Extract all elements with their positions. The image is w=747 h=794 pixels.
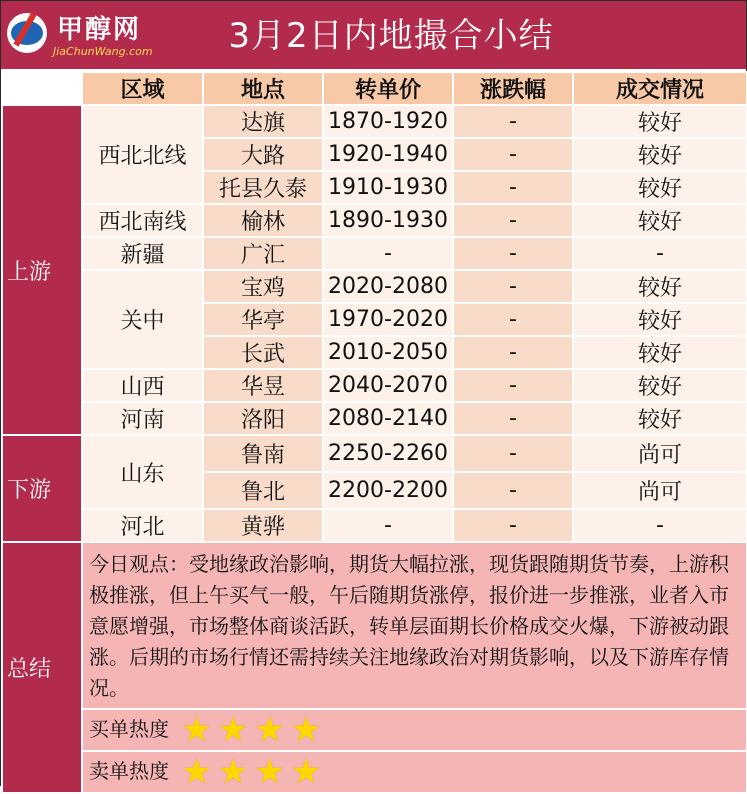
column-header: 转单价	[323, 72, 453, 105]
place-cell: 大路	[203, 138, 323, 171]
brand-name-cn: 甲醇网	[57, 15, 142, 45]
star-icon: ★	[181, 710, 212, 751]
table-row	[2, 237, 747, 270]
header-corner	[2, 72, 82, 105]
buy-heat-cell	[82, 709, 747, 751]
place-cell: 鲁北	[203, 472, 323, 509]
place-cell: 宝鸡	[203, 270, 323, 303]
summary-row	[2, 542, 747, 709]
place-cell: 鲁南	[203, 435, 323, 472]
deal-cell: 较好	[573, 402, 747, 435]
globe-logo-icon	[7, 13, 47, 53]
region-cell: 山西	[82, 369, 203, 402]
sell-heat-stars	[181, 752, 327, 793]
deal-cell: -	[573, 237, 747, 270]
deal-cell: -	[573, 509, 747, 542]
region-cell: 关中	[82, 270, 203, 369]
price-cell: -	[323, 237, 453, 270]
deal-cell: 较好	[573, 303, 747, 336]
buy-heat-label: 买单热度	[89, 716, 169, 741]
change-cell: -	[453, 171, 573, 204]
star-icon: ★	[217, 752, 249, 793]
price-cell: 2040-2070	[323, 369, 453, 402]
change-cell: -	[453, 369, 573, 402]
region-cell: 山东	[82, 435, 203, 509]
deal-cell: 尚可	[573, 435, 747, 472]
column-header: 涨跌幅	[453, 72, 573, 105]
buy-heat-stars	[181, 710, 327, 751]
deal-cell: 尚可	[573, 472, 747, 509]
sell-heat-row	[2, 751, 747, 793]
price-cell: -	[323, 509, 453, 542]
change-cell: -	[453, 105, 573, 138]
deal-cell: 较好	[573, 138, 747, 171]
deal-cell: 较好	[573, 105, 747, 138]
price-cell: 1920-1940	[323, 138, 453, 171]
brand-logo	[5, 9, 165, 61]
change-cell: -	[453, 270, 573, 303]
price-cell: 1890-1930	[323, 204, 453, 237]
price-cell: 1910-1930	[323, 171, 453, 204]
price-cell: 1870-1920	[323, 105, 453, 138]
price-cell: 2020-2080	[323, 270, 453, 303]
price-table	[1, 71, 747, 794]
deal-cell: 较好	[573, 270, 747, 303]
section-label-summary: 总结	[2, 542, 82, 793]
table-row	[2, 270, 747, 303]
column-header: 区域	[82, 72, 203, 105]
change-cell: -	[453, 204, 573, 237]
table-row	[2, 369, 747, 402]
header-banner	[1, 1, 746, 71]
summary-text: 今日观点：受地缘政治影响，期货大幅拉涨，现货跟随期货节奏，上游积极推涨，但上午买气一般，午后随期货涨停，报价进一步推涨，业者入市意愿增强，市场整体商谈活跃，转单层面期长价格成交火爆，下游被动跟涨。后期的市场行情还需持续关注地缘政治对期货影响，以及下游库存情况。	[82, 542, 747, 709]
region-cell: 西北南线	[82, 204, 203, 237]
buy-heat-row	[2, 709, 747, 751]
sell-heat-label: 卖单热度	[89, 758, 169, 783]
change-cell: -	[453, 509, 573, 542]
place-cell: 黄骅	[203, 509, 323, 542]
place-cell: 榆林	[203, 204, 323, 237]
section-label-upstream: 上游	[2, 105, 82, 435]
change-cell: -	[453, 303, 573, 336]
deal-cell: 较好	[573, 336, 747, 369]
region-cell: 西北北线	[82, 105, 203, 204]
brand-name-en: JiaChunWang.com	[53, 45, 153, 58]
place-cell: 华亭	[203, 303, 323, 336]
place-cell: 长武	[203, 336, 323, 369]
deal-cell: 较好	[573, 204, 747, 237]
table-header-row	[2, 72, 747, 105]
place-cell: 洛阳	[203, 402, 323, 435]
price-cell: 2250-2260	[323, 435, 453, 472]
place-cell: 达旗	[203, 105, 323, 138]
change-cell: -	[453, 138, 573, 171]
change-cell: -	[453, 402, 573, 435]
change-cell: -	[453, 435, 573, 472]
change-cell: -	[453, 472, 573, 509]
change-cell: -	[453, 237, 573, 270]
region-cell: 河南	[82, 402, 203, 435]
table-row	[2, 204, 747, 237]
price-cell: 2080-2140	[323, 402, 453, 435]
table-row	[2, 402, 747, 435]
page-title: 3月2日内地撮合小结	[228, 16, 554, 56]
star-icon: ★	[254, 710, 285, 751]
column-header: 地点	[203, 72, 323, 105]
table-row	[2, 105, 747, 138]
star-icon: ★	[181, 752, 212, 793]
region-cell: 河北	[82, 509, 203, 542]
price-cell: 1970-2020	[323, 303, 453, 336]
deal-cell: 较好	[573, 369, 747, 402]
place-cell: 托县久泰	[203, 171, 323, 204]
sell-heat-cell	[82, 751, 747, 793]
table-row	[2, 509, 747, 542]
column-header: 成交情况	[573, 72, 747, 105]
price-cell: 2200-2200	[323, 472, 453, 509]
star-icon: ★	[254, 752, 285, 793]
change-cell: -	[453, 336, 573, 369]
section-label-downstream: 下游	[2, 435, 82, 542]
place-cell: 广汇	[203, 237, 323, 270]
star-icon: ★	[217, 710, 249, 751]
region-cell: 新疆	[82, 237, 203, 270]
place-cell: 华昱	[203, 369, 323, 402]
table-row	[2, 435, 747, 472]
price-cell: 2010-2050	[323, 336, 453, 369]
star-icon: ★	[290, 710, 322, 751]
star-icon: ★	[290, 752, 322, 793]
deal-cell: 较好	[573, 171, 747, 204]
